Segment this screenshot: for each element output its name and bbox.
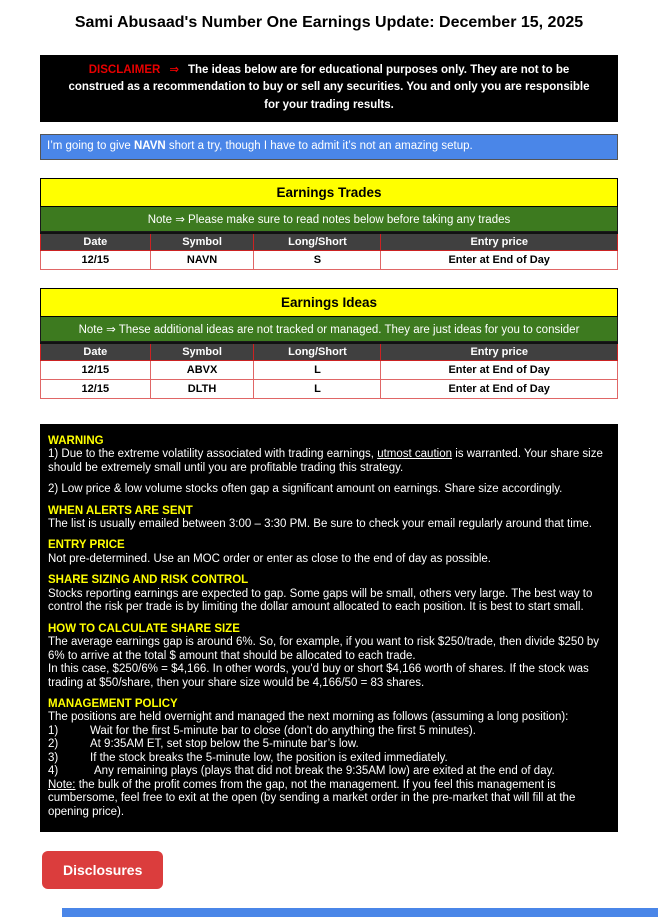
earnings-ideas-title: Earnings Ideas xyxy=(40,288,618,317)
item-text: At 9:35AM ET, set stop below the 5-minute bar’s low. xyxy=(90,738,359,751)
management-heading: MANAGEMENT POLICY xyxy=(48,698,178,710)
header-date: Date xyxy=(41,233,151,251)
warning-p1-text-end: is warranted. Your share size should be extremely small until you are profitable trading this strategy. xyxy=(48,448,603,474)
cell-entry-price: Enter at End of Day xyxy=(381,360,618,379)
cell-long-short: S xyxy=(254,250,381,269)
item-text: Any remaining plays (plays that did not break the 9:35AM low) are exited at the end of day. xyxy=(94,765,555,778)
cell-date: 12/15 xyxy=(41,360,151,379)
notes-box xyxy=(40,424,618,832)
earnings-trades-title: Earnings Trades xyxy=(40,178,618,207)
disclaimer-bar xyxy=(40,55,618,122)
alerts-heading: WHEN ALERTS ARE SENT xyxy=(48,504,193,517)
disclosures-button[interactable]: Disclosures xyxy=(42,851,163,889)
warning-paragraph-1 xyxy=(48,448,610,475)
entry-price-body: Not pre-determined. Use an MOC order or enter as close to the end of day as possible. xyxy=(48,552,491,565)
header-long-short: Long/Short xyxy=(254,343,381,361)
intro-text-post: short a try, though I have to admit it’s not an amazing setup. xyxy=(165,139,473,152)
item-number: 2) xyxy=(48,738,59,751)
header-date: Date xyxy=(41,343,151,361)
item-text: Wait for the first 5-minute bar to close (don't do anything the first 5 minutes). xyxy=(90,724,476,737)
management-item-1 xyxy=(48,725,610,738)
page-title: Sami Abusaad's Number One Earnings Update: December 15, 2025 xyxy=(74,14,584,31)
entry-price-heading: ENTRY PRICE xyxy=(48,539,125,552)
table-row xyxy=(41,250,618,269)
cell-symbol: DLTH xyxy=(150,379,254,398)
management-note-text: the bulk of the profit comes from the gap, not the management. If you feel this management is cumbersome, feel free to exit at the open (by sending a market order in the pre-market that will fill at the opening price). xyxy=(48,778,576,818)
warning-p1-text: 1) Due to the extreme volatility associated with trading earnings, xyxy=(48,448,378,461)
earnings-trades-table xyxy=(40,232,618,270)
management-note xyxy=(48,779,610,819)
cell-symbol: NAVN xyxy=(150,250,254,269)
earnings-trades-section xyxy=(40,178,618,270)
header-entry-price: Entry price xyxy=(381,343,618,361)
earnings-trades-note: Note ⇒ Please make sure to read notes below before taking any trades xyxy=(40,207,618,232)
calc-heading: HOW TO CALCULATE SHARE SIZE xyxy=(48,622,240,635)
disclaimer-text: The ideas below are for educational purposes only. They are not to be construed as a recommendation to buy or sell any securities. You and only you are responsible for your trading results. xyxy=(68,64,590,111)
cell-date: 12/15 xyxy=(41,379,151,398)
share-sizing-heading: SHARE SIZING AND RISK CONTROL xyxy=(48,574,249,587)
cell-long-short: L xyxy=(254,379,381,398)
table-header-row xyxy=(41,343,618,361)
intro-symbol: NAVN xyxy=(133,139,166,152)
share-sizing-body: Stocks reporting earnings are expected to gap. Some gaps will be small, others very large. The best way to control the risk per trade is by limiting the dollar amount allocated to each position. It is best to start small. xyxy=(48,587,593,614)
item-number: 1) xyxy=(48,724,59,737)
item-number: 3) xyxy=(48,751,59,764)
management-item-3 xyxy=(48,752,610,765)
alerts-body: The list is usually emailed between 3:00 – 3:30 PM. Be sure to check your email regularly around that time. xyxy=(48,518,592,531)
header-entry-price: Entry price xyxy=(381,233,618,251)
table-row xyxy=(41,379,618,398)
item-text: If the stock breaks the 5-minute low, the position is exited immediately. xyxy=(90,751,448,764)
table-row xyxy=(41,360,618,379)
item-number: 4) xyxy=(48,765,59,778)
bottom-blue-bar xyxy=(62,908,658,917)
header-long-short: Long/Short xyxy=(254,233,381,251)
calc-line-1: The average earnings gap is around 6%. So, for example, if you want to risk $250/trade, then divide $250 by 6% to arrive at the total $ amount that should be allocated to each trade. xyxy=(48,636,600,662)
header-symbol: Symbol xyxy=(150,233,254,251)
cell-entry-price: Enter at End of Day xyxy=(381,250,618,269)
management-intro: The positions are held overnight and managed the next morning as follows (assuming a long position): xyxy=(48,711,569,724)
earnings-ideas-note: Note ⇒ These additional ideas are not tracked or managed. They are just ideas for you to consider xyxy=(40,317,618,342)
earnings-ideas-section xyxy=(40,288,618,399)
cell-long-short: L xyxy=(254,360,381,379)
intro-note-bar xyxy=(40,134,618,160)
cell-date: 12/15 xyxy=(41,250,151,269)
warning-heading: WARNING xyxy=(48,434,104,447)
calc-line-2: In this case, $250/6% = $4,166. In other words, you'd buy or short $4,166 worth of shares. If the stock was trading at $50/share, then your share size would be 4,166/50 = 83 shares. xyxy=(48,663,589,689)
warning-paragraph-2: 2) Low price & low volume stocks often gap a significant amount on earnings. Share size accordingly. xyxy=(48,483,563,496)
management-item-2 xyxy=(48,738,610,751)
cell-symbol: ABVX xyxy=(150,360,254,379)
disclaimer-arrow-icon: ⇒ xyxy=(169,64,179,76)
cell-entry-price: Enter at End of Day xyxy=(381,379,618,398)
disclaimer-label: DISCLAIMER xyxy=(88,64,161,76)
table-header-row xyxy=(41,233,618,251)
content xyxy=(40,55,618,889)
management-item-4 xyxy=(48,765,610,778)
earnings-ideas-table xyxy=(40,342,618,399)
header-symbol: Symbol xyxy=(150,343,254,361)
intro-text-pre: I’m going to give xyxy=(47,139,134,152)
warning-p1-underlined: utmost caution xyxy=(377,448,452,461)
management-note-label: Note: xyxy=(48,778,76,791)
